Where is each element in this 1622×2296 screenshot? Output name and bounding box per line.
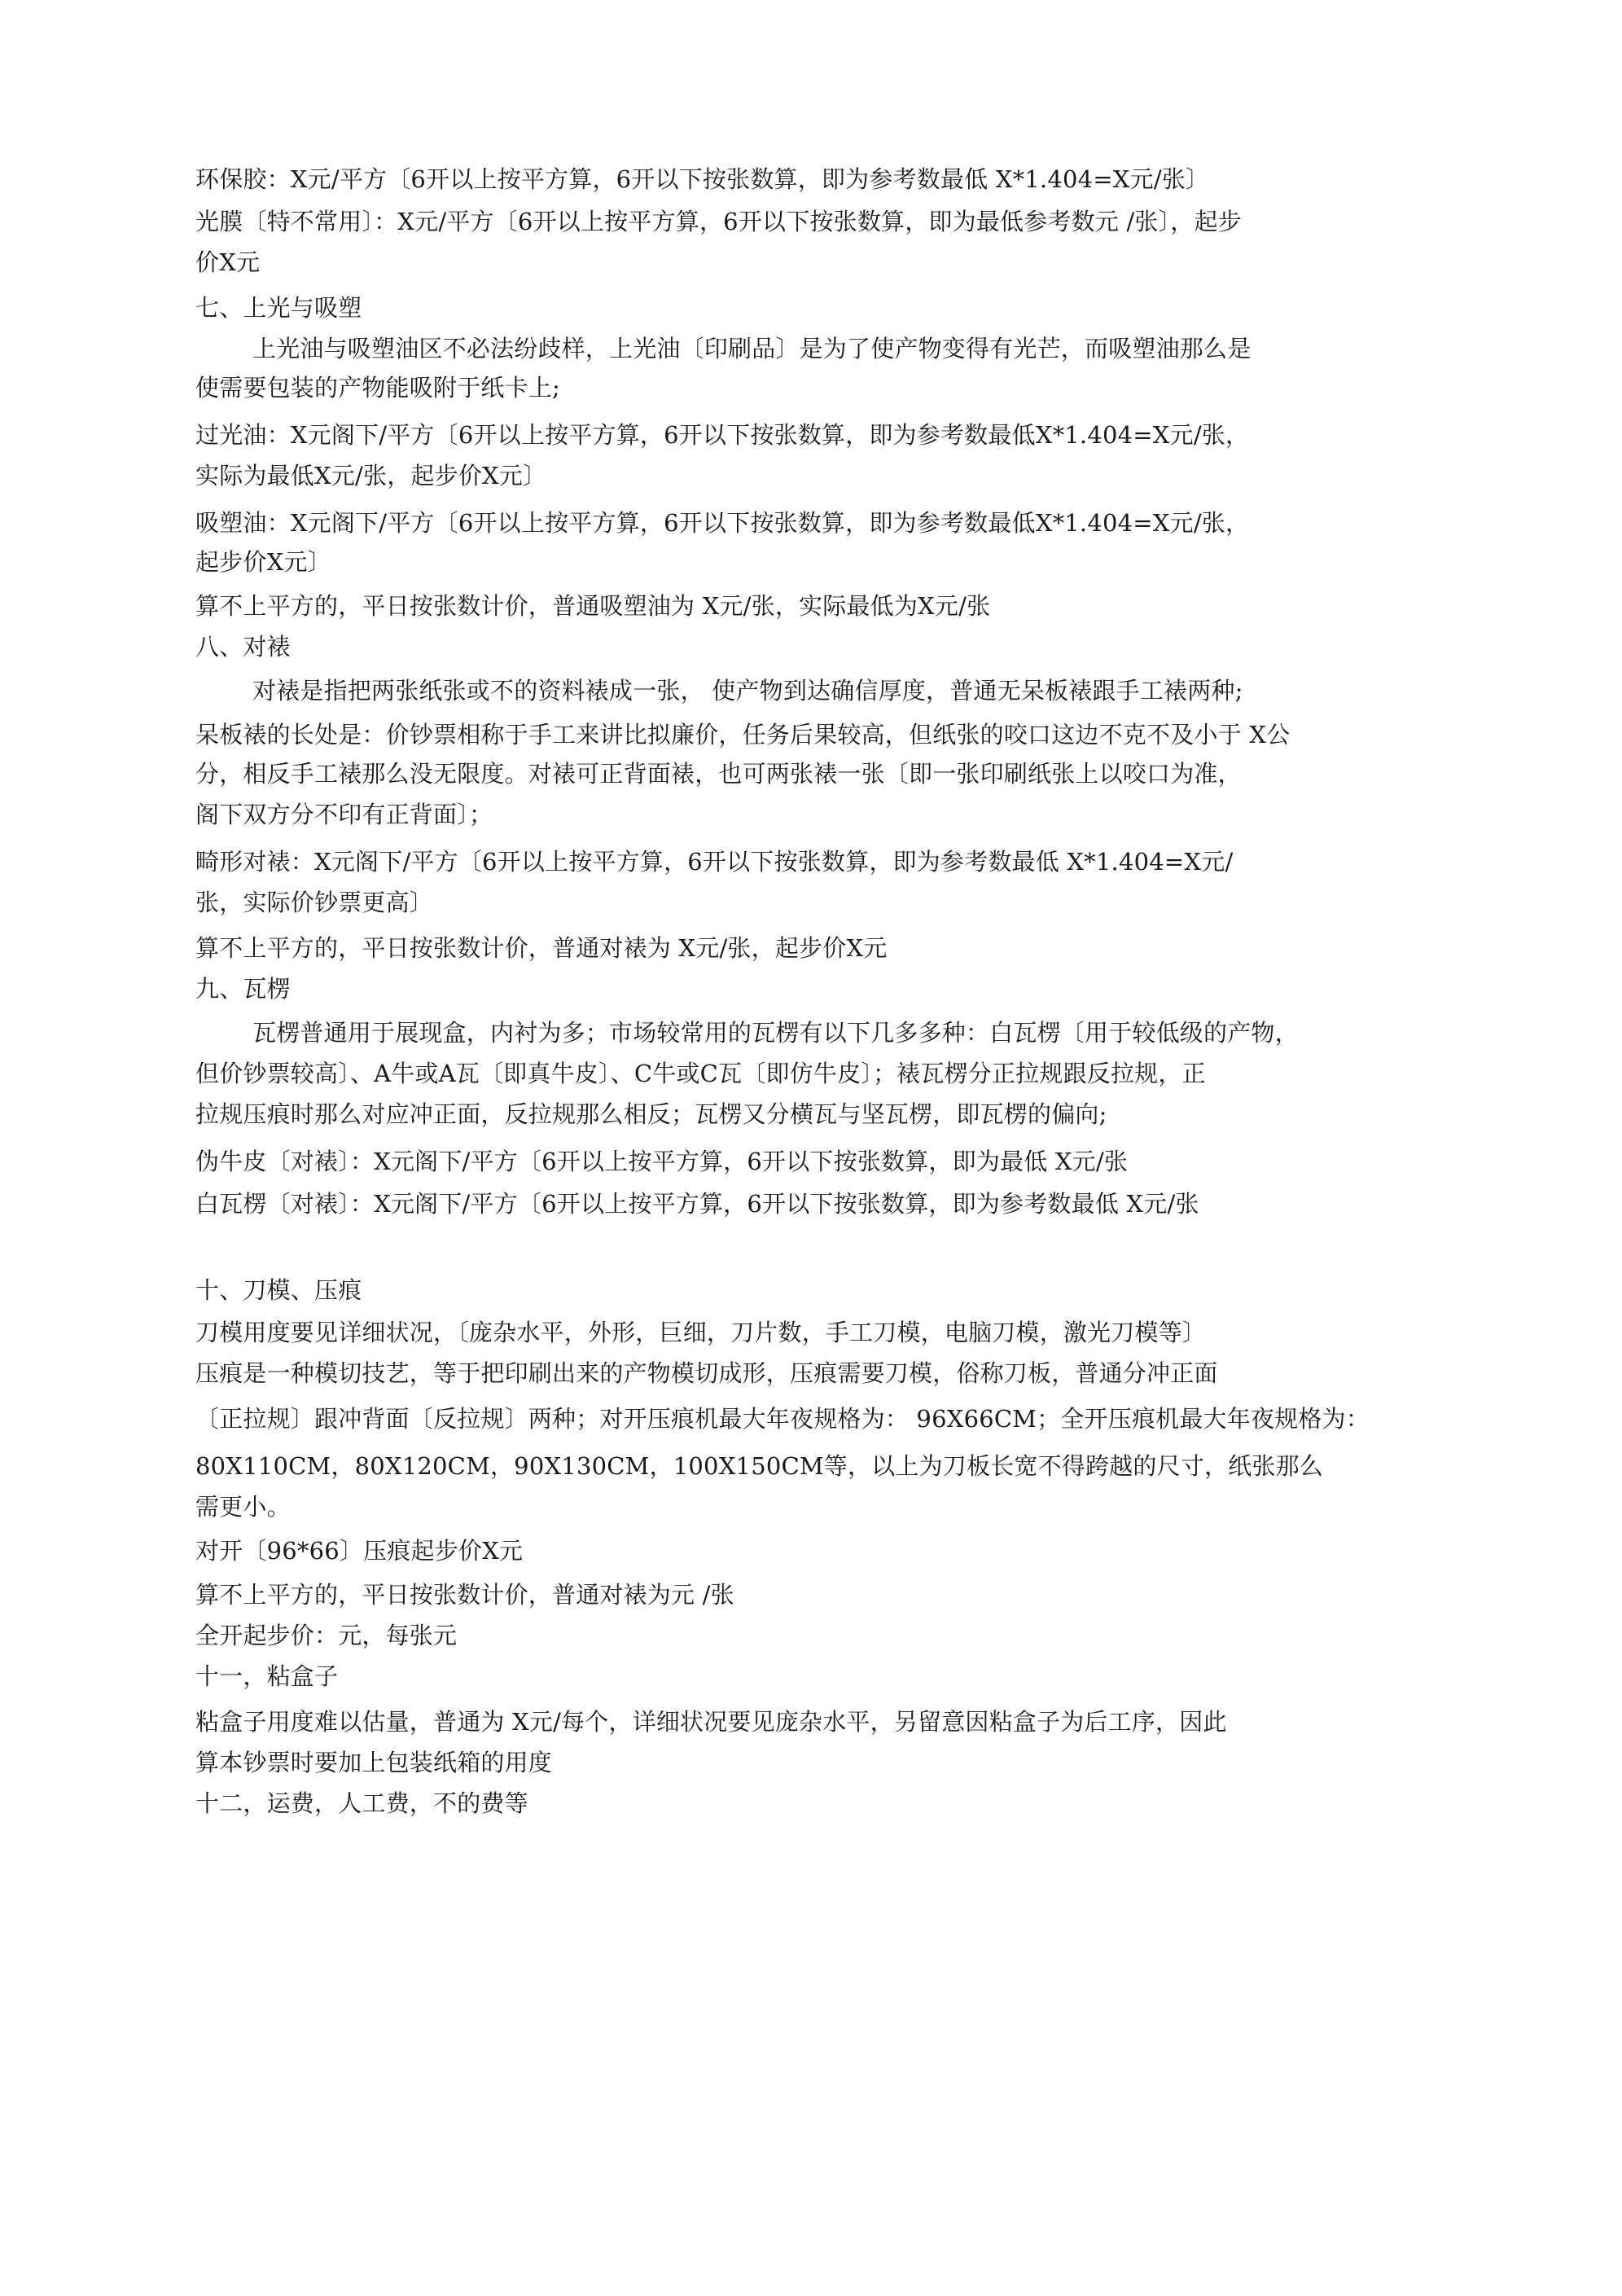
text-line: 分，相反手工裱那么没无限度。对裱可正背面裱，也可两张裱一张〔即一张印刷纸张上以咬口为准， (195, 760, 1242, 788)
text-line: 算不上平方的，平日按张数计价，普通对裱为 X元/张，起步价X元 (195, 934, 888, 962)
text-line: 〔正拉规〕跟冲背面〔反拉规〕两种；对开压痕机最大年夜规格为： 96X66CM；全开压痕机最大年夜规格为： (195, 1405, 1370, 1433)
text-line: 光膜〔特不常用〕：X元/平方〔6开以上按平方算，6开以下按张数算，即为最低参考数元 /张〕，起步 (195, 208, 1242, 235)
text-line: 吸塑油：X元阁下/平方〔6开以上按平方算，6开以下按张数算，即为参考数最低X*1.404=X元/张， (195, 509, 1250, 537)
text-line: 呆板裱的长处是：价钞票相称于手工来讲比拟廉价，任务后果较高，但纸张的咬口这边不克不及小于 X公 (195, 721, 1291, 749)
text-line: 瓦楞普通用于展现盒，内衬为多；市场较常用的瓦楞有以下几多多种：白瓦楞〔用于较低级的产物， (252, 1019, 1299, 1047)
text-line: 对开〔96*66〕压痕起步价X元 (195, 1537, 524, 1565)
text-line: 过光油：X元阁下/平方〔6开以上按平方算，6开以下按张数算，即为参考数最低X*1.404=X元/张， (195, 421, 1250, 449)
text-line: 拉规压痕时那么对应冲正面，反拉规那么相反；瓦楞又分横瓦与坚瓦楞，即瓦楞的偏向; (195, 1100, 1107, 1128)
section-heading: 八、对裱 (195, 633, 291, 661)
text-line: 阁下双方分不印有正背面〕； (195, 801, 493, 828)
text-line: 全开起步价：元，每张元 (195, 1622, 458, 1649)
text-line: 压痕是一种模切技艺，等于把印刷出来的产物模切成形，压痕需要刀模，俗称刀板，普通分冲正面 (195, 1359, 1218, 1387)
section-heading: 十一，粘盒子 (195, 1662, 339, 1690)
text-line: 刀模用度要见详细状况，〔庞杂水平，外形，巨细，刀片数，手工刀模，电脑刀模，激光刀模等〕 (195, 1319, 1207, 1346)
section-heading: 十二，运费，人工费，不的费等 (195, 1789, 528, 1817)
text-line: 环保胶：X元/平方〔6开以上按平方算，6开以下按张数算，即为参考数最低 X*1.404=X元/张〕 (195, 165, 1210, 193)
text-line: 上光油与吸塑油区不必法纷歧样，上光油〔印刷品〕是为了使产物变得有光芒，而吸塑油那么是 (252, 335, 1252, 362)
text-line: 起步价X元〕 (195, 548, 331, 576)
text-line: 畸形对裱：X元阁下/平方〔6开以上按平方算，6开以下按张数算，即为参考数最低 X*1.404=X元/ (195, 848, 1234, 876)
text-line: 但价钞票较高〕、A牛或A瓦〔即真牛皮〕、C牛或C瓦〔即仿牛皮〕；裱瓦楞分正拉规跟反拉规，正 (195, 1060, 1206, 1087)
section-heading: 七、上光与吸塑 (195, 294, 362, 322)
text-line: 实际为最低X元/张，起步价X元〕 (195, 462, 547, 489)
text-line: 算不上平方的，平日按张数计价，普通吸塑油为 X元/张，实际最低为X元/张 (195, 592, 991, 620)
text-line: 算本钞票时要加上包装纸箱的用度 (195, 1749, 553, 1776)
text-line: 算不上平方的，平日按张数计价，普通对裱为元 /张 (195, 1581, 734, 1609)
text-line: 80X110CM，80X120CM，90X130CM，100X150CM等，以上为刀板长宽不得跨越的尺寸，纸张那么 (195, 1452, 1323, 1480)
text-line: 对裱是指把两张纸张或不的资料裱成一张， 使产物到达确信厚度，普通无呆板裱跟手工裱两种; (252, 677, 1243, 705)
text-line: 需更小。 (195, 1493, 291, 1521)
text-line: 价X元 (195, 248, 261, 276)
text-line: 使需要包装的产物能吸附于纸卡上; (195, 374, 560, 402)
text-line: 张，实际价钞票更高〕 (195, 889, 434, 916)
section-heading: 九、瓦楞 (195, 975, 291, 1003)
section-heading: 十、刀模、压痕 (195, 1276, 362, 1304)
text-line: 白瓦楞〔对裱〕：X元阁下/平方〔6开以上按平方算，6开以下按张数算，即为参考数最低 X元/张 (195, 1190, 1199, 1218)
text-line: 伪牛皮〔对裱〕：X元阁下/平方〔6开以上按平方算，6开以下按张数算，即为最低 X元/张 (195, 1148, 1129, 1175)
text-line: 粘盒子用度难以估量，普通为 X元/每个，详细状况要见庞杂水平，另留意因粘盒子为后工序，因此 (195, 1708, 1227, 1736)
